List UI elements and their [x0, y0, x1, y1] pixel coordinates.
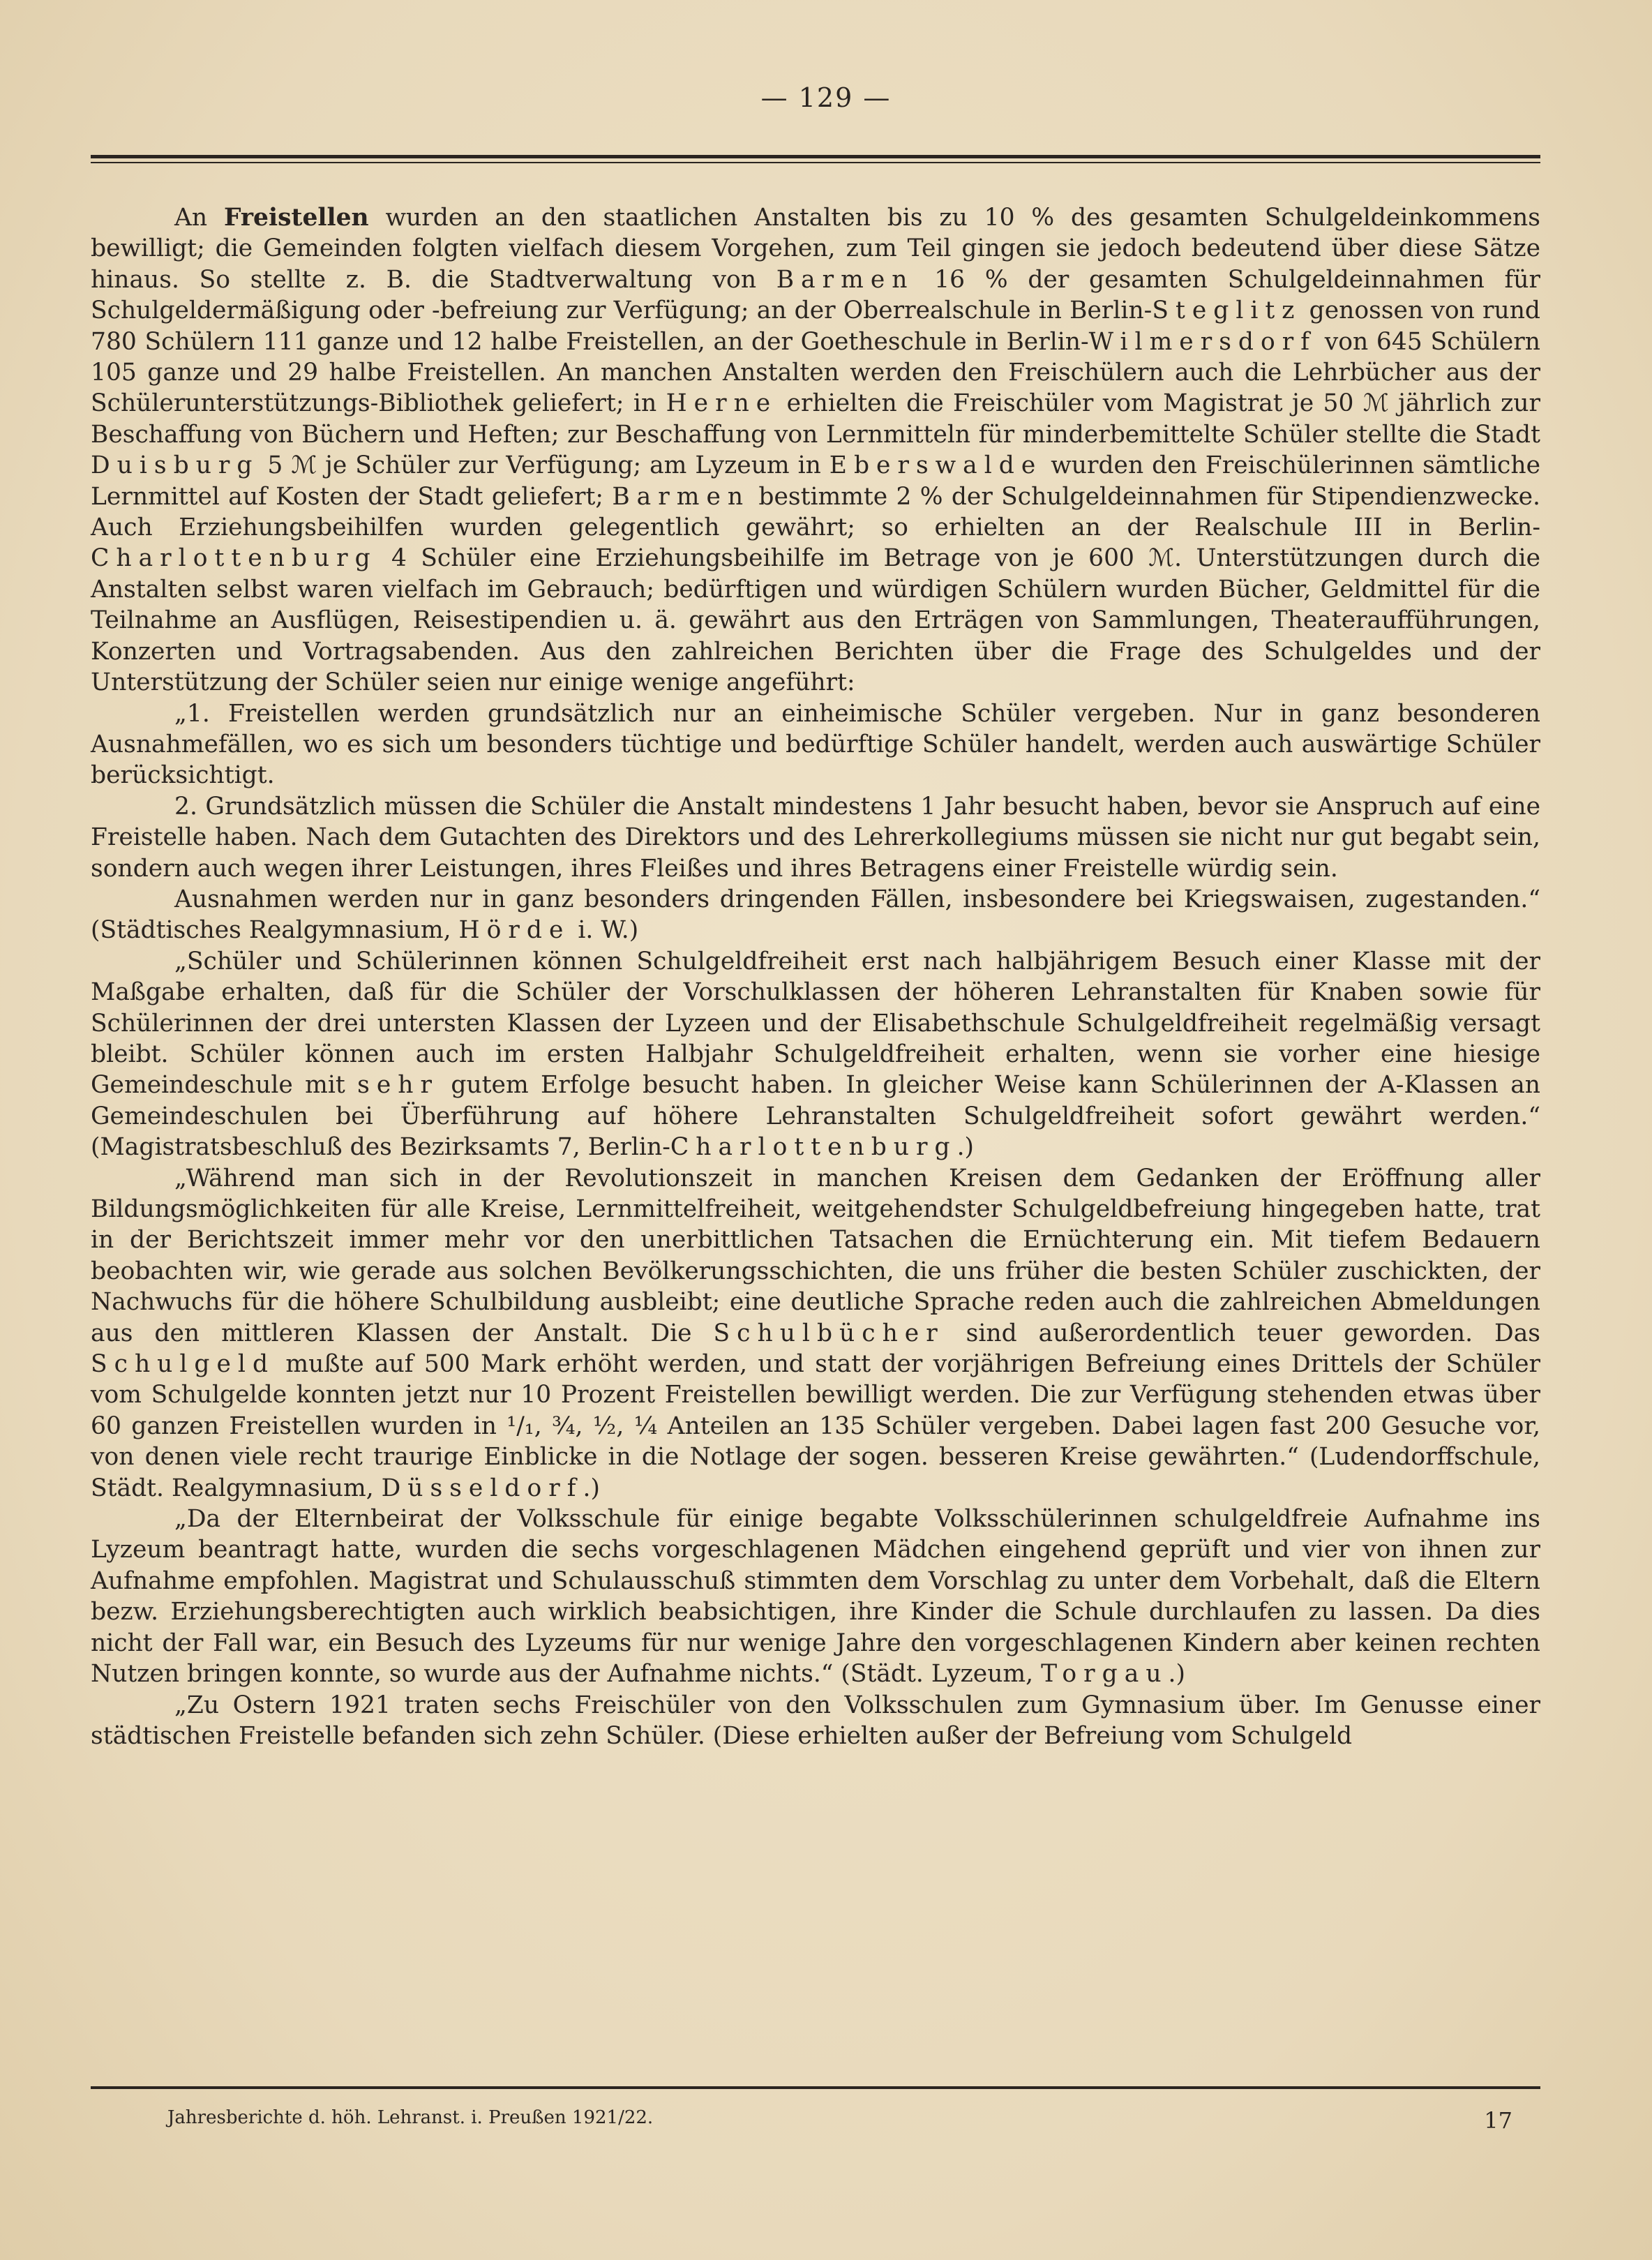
text-run: „Zu Ostern 1921 traten sechs Freischüler von den Volksschulen zum Gymnasium über. Im Genusse einer städtischen Freistelle befanden sich zehn Schüler. (Diese erhielten außer der Befreiung vom Schulgeld: [91, 1691, 1540, 1750]
spaced-name: Barmen: [776, 265, 915, 294]
spaced-name: Charlottenburg: [670, 1133, 957, 1162]
paragraph: [91, 1504, 1540, 1689]
text-run: sind außerordentlich teuer geworden. Das: [944, 1319, 1540, 1347]
text-run: wurden an den staatlichen Anstalten bis zu 10 % des gesamten Schulgeldeinkommens bewilligt; die Gemeinden folgten vielfach diesem Vorgehen, zum Teil gingen sie jedoch bedeutend über diese Sätze hinaus. So stellte z. B. die Stadtverwaltung von: [91, 204, 1540, 294]
bold-term: Freistellen: [223, 204, 369, 232]
text-run: An: [174, 204, 224, 232]
text-run: .): [583, 1474, 600, 1502]
spaced-name: Düsseldorf: [381, 1474, 583, 1502]
paragraph: [91, 1690, 1540, 1752]
paragraph: [91, 946, 1540, 1163]
spaced-name: Steglitz: [1152, 297, 1302, 325]
text-run: erhielten die Freischüler vom Magistrat je 50 ℳ jährlich zur Beschaffung von Büchern und Heften; zur Beschaffung von Lernmitteln für minderbemittelte Schüler stellte die Stadt: [91, 389, 1540, 449]
bottom-rule: [91, 2086, 1540, 2089]
footer-signature: 17: [1484, 2107, 1512, 2134]
footer-source: Jahresberichte d. höh. Lehranst. i. Preußen 1921/22.: [167, 2107, 654, 2128]
text-run: „Da der Elternbeirat der Volksschule für einige begabte Volksschülerinnen schulgeldfreie Aufnahme ins Lyzeum beantragt hatte, wurden die sechs vorgeschlagenen Mädchen eingehend geprüft und vier von ihnen zur Aufnahme empfohlen. Magistrat und Schulausschuß stimmten dem Vorschlag zu unter dem Vorbehalt, daß die Eltern bezw. Erziehungsberechtigten auch wirklich beabsichtigen, ihre Kinder die Schule durchlaufen zu lassen. Da dies nicht der Fall war, ein Besuch des Lyzeums für nur wenige Jahre den vorgeschlagenen Kindern aber keinen rechten Nutzen bringen konnte, so wurde aus der Aufnahme nichts.“ (Städt. Lyzeum,: [91, 1505, 1540, 1689]
paragraph: [91, 791, 1540, 884]
page-number: — 129 —: [760, 82, 892, 113]
spaced-name: Barmen: [612, 482, 751, 511]
spaced-name: Hörde: [458, 916, 571, 945]
text-run: .): [1168, 1660, 1185, 1689]
paragraph: [91, 202, 1540, 698]
spaced-name: Eberswalde: [829, 451, 1043, 480]
text-run: von 645 Schülern 105 ganze und 29 halbe Freistellen. An manchen Anstalten werden den Freischülern auch die Lehrbücher aus der Schülerunterstützungs-Bibliothek geliefert; in: [91, 327, 1540, 418]
text-run: i. W.): [570, 916, 639, 945]
spaced-name: Schulbücher: [713, 1319, 945, 1347]
text-run: 4 Schüler eine Erziehungsbeihilfe im Betrage von je 600 ℳ. Unterstützungen durch die Anstalten selbst waren vielfach im Gebrauch; bedürftigen und würdigen Schülern wurden Bücher, Geldmittel für die Teilnahme an Ausflügen, Reisestipendien u. ä. gewährt aus den Erträgen von Sammlungen, Theateraufführungen, Konzerten und Vortragsabenden. Aus den zahlreichen Berichten über die Frage des Schulgeldes und der Unterstützung der Schüler seien nur einige wenige angeführt:: [91, 544, 1540, 697]
text-run: .): [956, 1133, 975, 1162]
text-run: 2. Grundsätzlich müssen die Schüler die Anstalt mindestens 1 Jahr besucht haben, bevor sie Anspruch auf eine Freistelle haben. Nach dem Gutachten des Direktors und des Lehrerkollegiums müssen sie nicht nur gut begabt sein, sondern auch wegen ihrer Leistungen, ihres Fleißes und ihres Betragens einer Freistelle würdig sein.: [91, 792, 1540, 883]
text-run: 16 % der gesamten Schulgeldeinnahmen für Schulgeldermäßigung oder -befreiung zur Verfügung; an der Oberrealschule in Berlin-: [91, 265, 1540, 325]
spaced-name: Torgau: [1041, 1660, 1169, 1689]
text-run: „1. Freistellen werden grundsätzlich nur an einheimische Schüler vergeben. Nur in ganz besonderen Ausnahmefällen, wo es sich um besonders tüchtige und bedürftige Schüler handelt, werden auch auswärtige Schüler berücksichtigt.: [91, 699, 1540, 790]
text-run: „Während man sich in der Revolutionszeit in manchen Kreisen dem Gedanken der Eröffnung aller Bildungsmöglichkeiten für alle Kreise, Lernmittelfreiheit, weitgehendster Schulgeldbefreiung hingegeben hatte, trat in der Berichtszeit immer mehr vor den unerbittlichen Tatsachen die Ernüchterung ein. Mit tiefem Bedauern beobachten wir, wie gerade aus solchen Bevölkerungsschichten, die uns früher die besten Schüler zuschickten, der Nachwuchs für die höhere Schulbildung ausbleibt; eine deutliche Sprache reden auch die zahlreichen Abmeldungen aus den mittleren Klassen der Anstalt. Die: [91, 1164, 1540, 1347]
spaced-name: Herne: [666, 389, 778, 418]
text-run: bestimmte 2 % der Schulgeldeinnahmen für Stipendienzwecke. Auch Erziehungsbeihilfen wurden gelegentlich gewährt; so erhielten an der Realschule III in Berlin-: [91, 482, 1541, 542]
spaced-name: Schulgeld: [91, 1350, 276, 1379]
body-text: [91, 202, 1540, 1751]
text-run: gutem Erfolge besucht haben. In gleicher Weise kann Schülerinnen der A-Klassen an Gemeindeschulen bei Überführung auf höhere Lehranstalten Schulgeldfreiheit sofort gewährt werden.“ (Magistratsbeschluß des Bezirksamts 7, Berlin-: [91, 1071, 1541, 1162]
text-run: 5 ℳ je Schüler zur Verfügung; am Lyzeum in: [259, 451, 829, 480]
spaced-name: Charlottenburg: [91, 544, 377, 573]
top-rule: [91, 155, 1540, 163]
text-run: „Schüler und Schülerinnen können Schulgeldfreiheit erst nach halbjährigem Besuch einer Klasse mit der Maßgabe erhalten, daß für die Schüler der Vorschulklassen der höheren Lehranstalten für Knaben sowie für Schülerinnen der drei untersten Klassen der Lyzeen und der Elisabethschule Schulgeldfreiheit regelmäßig versagt bleibt. Schüler können auch im ersten Halbjahr Schulgeldfreiheit erhalten, wenn sie vorher eine hiesige Gemeindeschule mit: [91, 947, 1540, 1100]
paragraph: [91, 698, 1540, 791]
text-run: wurden den Freischülerinnen sämtliche Lernmittel auf Kosten der Stadt geliefert;: [91, 451, 1540, 511]
text-run: genossen von rund 780 Schülern 111 ganze und 12 halbe Freistellen, an der Goetheschule in Berlin-: [91, 297, 1541, 356]
spaced-name: Duisburg: [91, 451, 260, 480]
text-run: mußte auf 500 Mark erhöht werden, und statt der vorjährigen Befreiung eines Drittels der Schüler vom Schulgelde konnten jetzt nur 10 Prozent Freistellen bewilligt werden. Die zur Verfügung stehenden etwas über 60 ganzen Freistellen wurden in ¹/₁, ¾, ½, ¼ Anteilen an 135 Schüler vergeben. Dabei lagen fast 200 Gesuche vor, von denen viele recht traurige Einblicke in die Notlage der sogen. besseren Kreise gewährten.“ (Ludendorffschule, Städt. Realgymnasium,: [91, 1350, 1540, 1502]
spaced-name: Wilmersdorf: [1088, 327, 1317, 356]
paragraph: [91, 1163, 1540, 1504]
spaced-name: sehr: [357, 1071, 439, 1100]
text-run: Ausnahmen werden nur in ganz besonders dringenden Fällen, insbesondere bei Kriegswaisen, zugestanden.“ (Städtisches Realgymnasium,: [91, 885, 1540, 945]
paragraph: [91, 884, 1540, 946]
footer: [167, 2107, 1512, 2134]
